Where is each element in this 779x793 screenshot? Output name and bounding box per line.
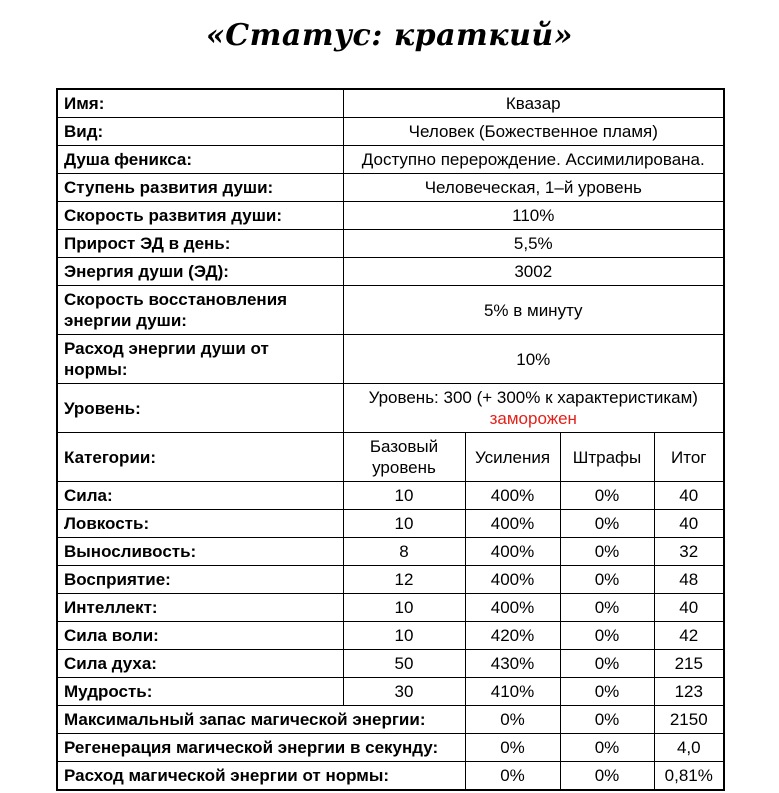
stat-penalty: 0% bbox=[560, 650, 654, 678]
stat-penalty: 0% bbox=[560, 538, 654, 566]
stat-boost: 0% bbox=[465, 734, 560, 762]
summary-row-max-mana bbox=[57, 706, 724, 734]
stat-total: 0,81% bbox=[654, 762, 724, 791]
stat-total: 32 bbox=[654, 538, 724, 566]
row-value: Человек (Божественное пламя) bbox=[343, 118, 724, 146]
row-value: 110% bbox=[343, 202, 724, 230]
stat-total: 42 bbox=[654, 622, 724, 650]
stat-row-endurance bbox=[57, 538, 724, 566]
row-label: Вид: bbox=[57, 118, 343, 146]
summary-row-mana-cost bbox=[57, 762, 724, 791]
row-label: Уровень: bbox=[57, 384, 343, 433]
stat-row-agility bbox=[57, 510, 724, 538]
table-row-species bbox=[57, 118, 724, 146]
stat-row-willpower bbox=[57, 622, 724, 650]
stat-boost: 0% bbox=[465, 706, 560, 734]
row-label: Сила воли: bbox=[57, 622, 343, 650]
row-label: Ступень развития души: bbox=[57, 174, 343, 202]
stat-boost: 400% bbox=[465, 594, 560, 622]
row-label: Интеллект: bbox=[57, 594, 343, 622]
row-label: Расход магической энергии от нормы: bbox=[57, 762, 465, 791]
row-value: Человеческая, 1–й уровень bbox=[343, 174, 724, 202]
stat-boost: 400% bbox=[465, 566, 560, 594]
row-label: Энергия души (ЭД): bbox=[57, 258, 343, 286]
stat-penalty: 0% bbox=[560, 482, 654, 510]
row-label: Максимальный запас магической энергии: bbox=[57, 706, 465, 734]
table-row-soul-stage bbox=[57, 174, 724, 202]
row-label: Выносливость: bbox=[57, 538, 343, 566]
row-value: 10% bbox=[343, 335, 724, 384]
column-header-boost: Усиления bbox=[465, 433, 560, 482]
table-row-soul-energy-regen bbox=[57, 286, 724, 335]
table-row-ed-gain bbox=[57, 230, 724, 258]
row-label: Сила духа: bbox=[57, 650, 343, 678]
table-row-level bbox=[57, 384, 724, 433]
stat-row-spirit bbox=[57, 650, 724, 678]
stat-penalty: 0% bbox=[560, 734, 654, 762]
stat-base: 12 bbox=[343, 566, 465, 594]
column-header-total: Итог bbox=[654, 433, 724, 482]
row-label: Скорость восстановления энергии души: bbox=[57, 286, 343, 335]
stat-boost: 400% bbox=[465, 510, 560, 538]
stat-base: 10 bbox=[343, 510, 465, 538]
stat-penalty: 0% bbox=[560, 762, 654, 791]
stat-row-perception bbox=[57, 566, 724, 594]
stat-boost: 0% bbox=[465, 762, 560, 791]
stat-row-intellect bbox=[57, 594, 724, 622]
row-label: Сила: bbox=[57, 482, 343, 510]
stats-header-row bbox=[57, 433, 724, 482]
row-label: Регенерация магической энергии в секунду: bbox=[57, 734, 465, 762]
table-row-phoenix-soul bbox=[57, 146, 724, 174]
row-label: Скорость развития души: bbox=[57, 202, 343, 230]
stat-penalty: 0% bbox=[560, 706, 654, 734]
stat-total: 123 bbox=[654, 678, 724, 706]
column-header-base: Базовый уровень bbox=[343, 433, 465, 482]
stat-total: 2150 bbox=[654, 706, 724, 734]
status-table bbox=[56, 88, 725, 791]
stat-base: 50 bbox=[343, 650, 465, 678]
stat-penalty: 0% bbox=[560, 678, 654, 706]
stat-penalty: 0% bbox=[560, 594, 654, 622]
row-value: 5,5% bbox=[343, 230, 724, 258]
summary-row-mana-regen bbox=[57, 734, 724, 762]
stat-penalty: 0% bbox=[560, 510, 654, 538]
stat-total: 4,0 bbox=[654, 734, 724, 762]
stat-base: 30 bbox=[343, 678, 465, 706]
table-row-soul-energy-cost bbox=[57, 335, 724, 384]
row-value: Квазар bbox=[343, 89, 724, 118]
row-label: Ловкость: bbox=[57, 510, 343, 538]
stat-total: 215 bbox=[654, 650, 724, 678]
stat-base: 8 bbox=[343, 538, 465, 566]
row-label: Расход энергии души от нормы: bbox=[57, 335, 343, 384]
row-label: Душа феникса: bbox=[57, 146, 343, 174]
table-row-soul-energy bbox=[57, 258, 724, 286]
row-value: 3002 bbox=[343, 258, 724, 286]
column-header-penalty: Штрафы bbox=[560, 433, 654, 482]
row-label: Прирост ЭД в день: bbox=[57, 230, 343, 258]
row-value: 5% в минуту bbox=[343, 286, 724, 335]
level-frozen-note: заморожен bbox=[489, 409, 577, 428]
row-value bbox=[343, 384, 724, 433]
table-row-name bbox=[57, 89, 724, 118]
row-label: Имя: bbox=[57, 89, 343, 118]
page-title: «Статус: краткий» bbox=[206, 18, 573, 53]
stat-total: 40 bbox=[654, 594, 724, 622]
stat-base: 10 bbox=[343, 482, 465, 510]
level-value: Уровень: 300 (+ 300% к характеристикам) bbox=[368, 388, 698, 407]
table-row-soul-dev-speed bbox=[57, 202, 724, 230]
stat-base: 10 bbox=[343, 594, 465, 622]
stat-total: 48 bbox=[654, 566, 724, 594]
stat-total: 40 bbox=[654, 482, 724, 510]
stat-boost: 400% bbox=[465, 482, 560, 510]
stat-total: 40 bbox=[654, 510, 724, 538]
stat-penalty: 0% bbox=[560, 622, 654, 650]
row-label: Мудрость: bbox=[57, 678, 343, 706]
stat-boost: 430% bbox=[465, 650, 560, 678]
stat-boost: 400% bbox=[465, 538, 560, 566]
stat-boost: 410% bbox=[465, 678, 560, 706]
row-label: Восприятие: bbox=[57, 566, 343, 594]
stat-base: 10 bbox=[343, 622, 465, 650]
stat-row-strength bbox=[57, 482, 724, 510]
row-label: Категории: bbox=[57, 433, 343, 482]
stat-boost: 420% bbox=[465, 622, 560, 650]
stat-row-wisdom bbox=[57, 678, 724, 706]
row-value: Доступно перерождение. Ассимилирована. bbox=[343, 146, 724, 174]
stat-penalty: 0% bbox=[560, 566, 654, 594]
